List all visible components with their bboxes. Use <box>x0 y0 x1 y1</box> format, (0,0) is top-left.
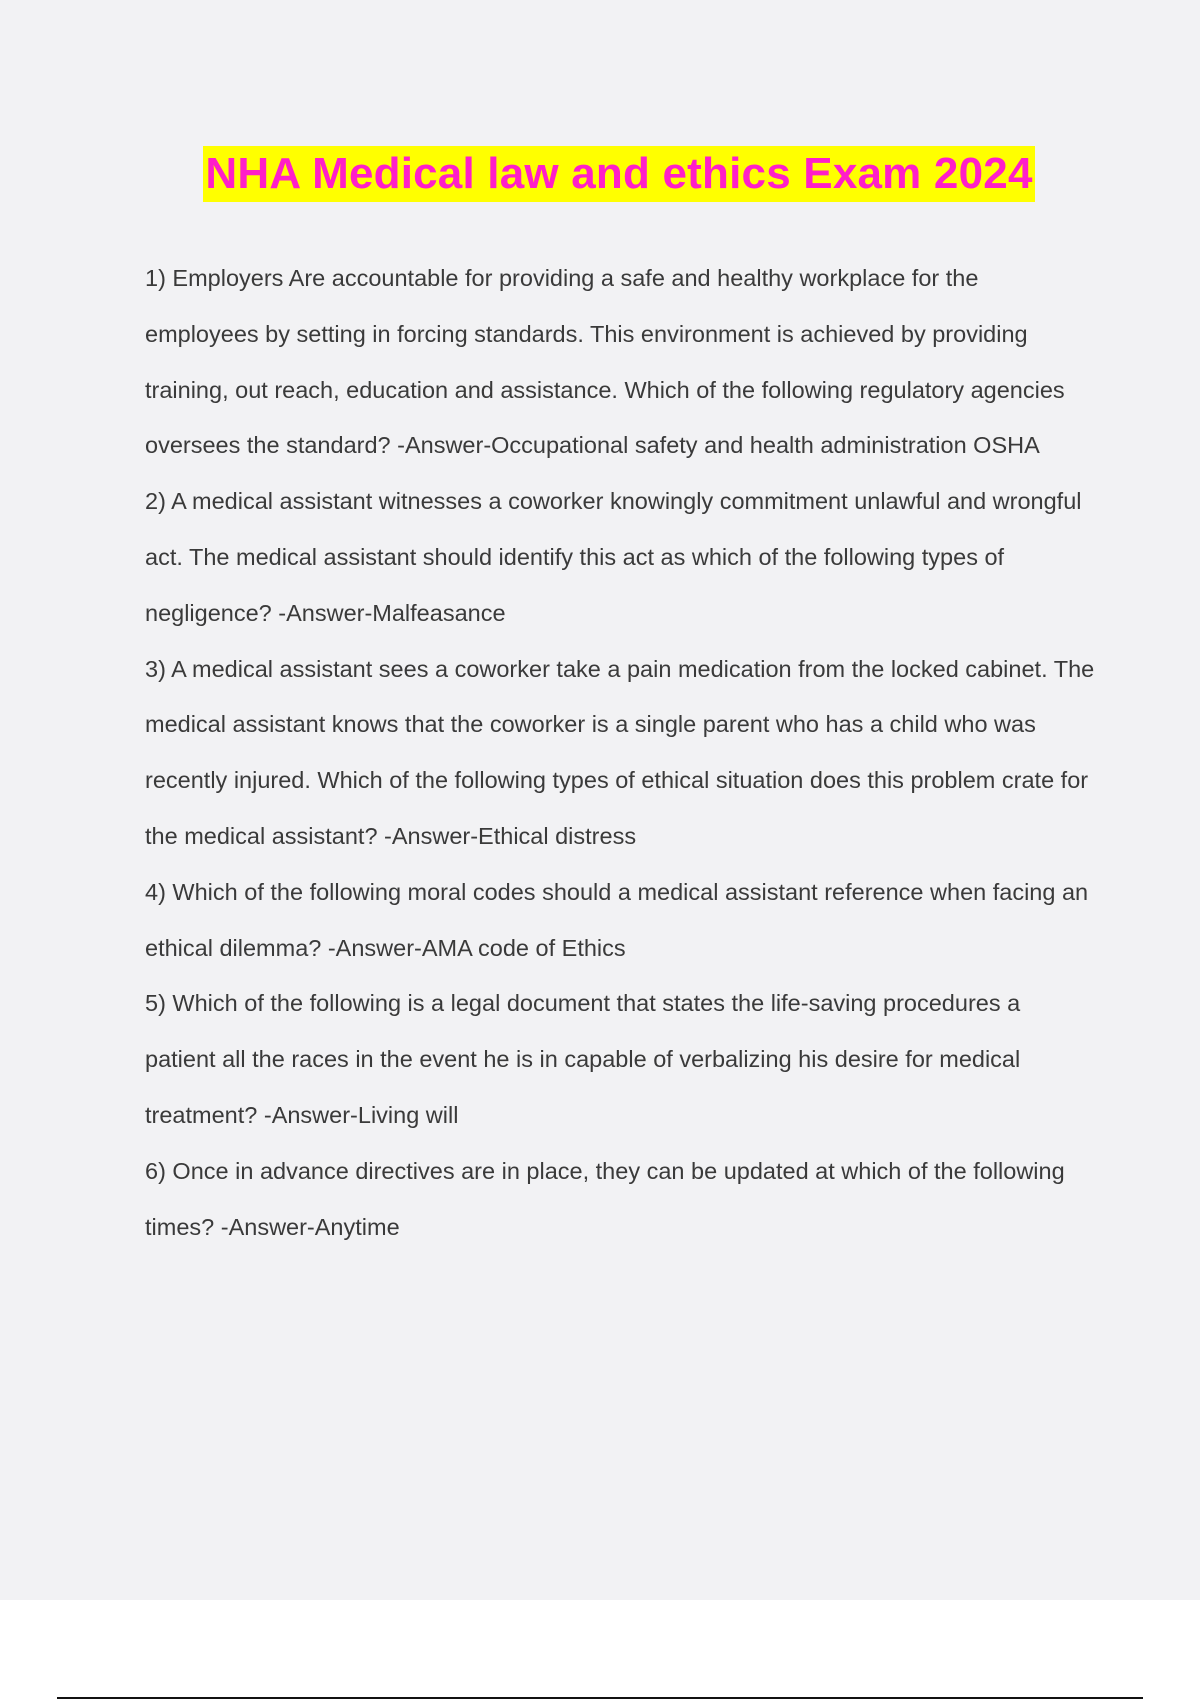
question-item-5: 5) Which of the following is a legal document that states the life-saving procedures a patient all the races in the event he is in capable of verbalizing his desire for medical treatment? -Answer-Living will <box>145 990 1021 1128</box>
question-item-6: 6) Once in advance directives are in place, they can be updated at which of the following times? -Answer-Anytime <box>145 1157 1065 1240</box>
question-item-2: 2) A medical assistant witnesses a coworker knowingly commitment unlawful and wrongful act. The medical assistant should identify this act as which of the following types of negligence? -Answer-Malfeasance <box>145 488 1082 626</box>
question-item-4: 4) Which of the following moral codes should a medical assistant reference when facing an ethical dilemma? -Answer-AMA code of Ethics <box>145 878 1089 961</box>
document-title: NHA Medical law and ethics Exam 2024 <box>203 146 1034 202</box>
question-list <box>145 251 1095 1255</box>
title-wrap <box>0 146 1200 202</box>
question-item-1: 1) Employers Are accountable for providing a safe and healthy workplace for the employees by setting in forcing standards. This environment is achieved by providing training, out reach, education and assistance. Which of the following regulatory agencies oversees the standard? -Answer-Occupational safety and health administration OSHA <box>145 265 1065 459</box>
question-item-3: 3) A medical assistant sees a coworker take a pain medication from the locked cabinet. The medical assistant knows that the coworker is a single parent who has a child who was recently injured. Which of the following types of ethical situation does this problem crate for the medical assistant? -Answer-Ethical distress <box>145 655 1095 849</box>
footer-divider <box>57 1697 1143 1699</box>
